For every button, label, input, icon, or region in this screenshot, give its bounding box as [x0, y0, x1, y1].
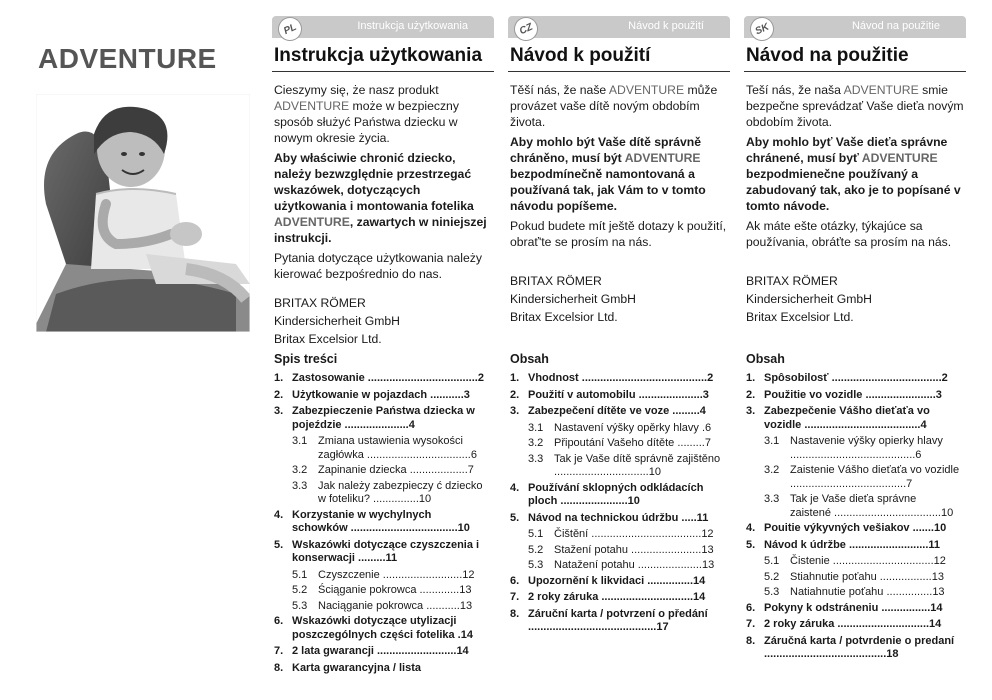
toc-text: Zabezpieczenie Państwa dziecka w pojeździe .....................4 — [292, 405, 475, 431]
toc-text: Stiahnutie poťahu .................13 — [790, 570, 944, 583]
text: , zawartych w niniejszej instrukcji. — [274, 215, 487, 245]
toc-number: 2. — [746, 388, 756, 401]
questions-text: Pytania dotyczące użytkowania należy kierować bezpośrednio do nas. — [274, 251, 482, 281]
toc-subentry — [510, 559, 724, 573]
toc-number: 1. — [274, 372, 284, 384]
text: może w bezpieczny sposób służyć Państwa dziecku w nowym okresie życia. — [274, 99, 459, 145]
toc-subentry — [274, 600, 488, 614]
toc-subentry — [746, 555, 960, 569]
lang-tab-label: Návod k použití — [628, 20, 704, 32]
toc-text: Zaistenie Vášho dieťaťa vo vozidle ......................................7 — [790, 464, 960, 490]
toc-number: 3.1 — [764, 435, 780, 447]
toc-number: 3.3 — [528, 452, 544, 465]
toc-number: 3.2 — [764, 464, 780, 476]
company-name: Kindersicherheit GmbH — [746, 292, 872, 306]
toc-subentry — [510, 422, 724, 436]
toc-entry — [510, 405, 724, 419]
lang-badge-cz: CZ — [510, 13, 542, 45]
toc-text: Tak je Vaše dítě správně zajištěno ...............................10 — [554, 452, 721, 478]
toc-text: Zmiana ustawienia wysokości zagłówka ..................................6 — [318, 435, 477, 461]
toc-text: Pokyny k odstráneniu ................14 — [764, 601, 943, 614]
toc-subentry — [274, 435, 488, 462]
toc-number: 5.2 — [292, 584, 308, 596]
toc-number: 8. — [746, 634, 756, 647]
toc-cz — [510, 352, 724, 638]
toc-number: 3. — [746, 405, 756, 417]
toc-heading: Obsah — [510, 352, 549, 366]
toc-number: 5.1 — [528, 528, 544, 540]
toc-text: Nastavenie výšky opierky hlavy .........................................6 — [790, 435, 943, 461]
toc-subentry — [746, 586, 960, 600]
toc-number: 7. — [746, 618, 756, 630]
toc-text: Jak należy zabezpieczy ć dziecko w foteliku? ...............10 — [318, 479, 483, 505]
toc-entry — [510, 608, 724, 635]
toc-number: 7. — [274, 645, 284, 657]
toc-entry — [274, 405, 488, 432]
toc-text: Korzystanie w wychylnych schowków ...................................10 — [292, 508, 470, 534]
toc-entry — [746, 602, 960, 616]
toc-subentry — [510, 437, 724, 451]
toc-number: 4. — [746, 522, 756, 534]
toc-number: 5.2 — [764, 570, 780, 583]
column-sk — [744, 16, 966, 326]
toc-number: 5.3 — [764, 586, 780, 598]
toc-text: Zastosowanie ....................................2 — [292, 372, 484, 384]
toc-number: 5.2 — [528, 543, 544, 556]
company-block — [508, 272, 730, 326]
toc-number: 6. — [510, 574, 520, 587]
toc-number: 5.1 — [292, 568, 308, 581]
toc-number: 5. — [274, 538, 284, 551]
toc-number: 5.3 — [528, 559, 544, 571]
toc-number: 4. — [510, 481, 520, 494]
toc-text: Czyszczenie ..........................12 — [318, 568, 475, 581]
toc-heading: Obsah — [746, 352, 785, 366]
toc-entry — [274, 509, 488, 536]
child-in-car-seat-photo — [36, 94, 250, 332]
text: smie bezpečne sprevádzať Vaše dieťa novým obdobím života. — [746, 83, 964, 129]
toc-text: Użytkowanie w pojazdach ...........3 — [292, 388, 470, 401]
toc-number: 3.2 — [292, 464, 308, 476]
toc-entry — [746, 635, 960, 662]
toc-number: 3. — [274, 405, 284, 417]
toc-entry — [746, 389, 960, 403]
toc-text: Návod na technickou údržbu .....11 — [528, 511, 709, 524]
company-name: BRITAX RÖMER — [746, 274, 838, 288]
company-name: Britax Excelsior Ltd. — [746, 310, 854, 324]
toc-entry — [510, 372, 724, 386]
toc-text: Používání sklopných odkládacích ploch ......................10 — [528, 481, 704, 507]
toc-subentry — [746, 493, 960, 520]
toc-text: Tak je Vaše dieťa správne zaistené ...................................10 — [790, 493, 954, 519]
toc-text: 2 lata gwarancji ..........................14 — [292, 645, 469, 657]
company-block — [272, 294, 494, 348]
toc-number: 1. — [510, 372, 520, 384]
intro-text — [272, 82, 494, 282]
toc-entry — [746, 618, 960, 632]
toc-number: 4. — [274, 508, 284, 521]
toc-text: Upozornění k likvidaci ...............14 — [528, 574, 706, 587]
column-cz — [508, 16, 730, 326]
column-pl — [272, 16, 494, 348]
company-name: Kindersicherheit GmbH — [510, 292, 636, 306]
toc-number: 8. — [510, 607, 520, 620]
toc-entry — [274, 539, 488, 566]
company-block — [744, 272, 966, 326]
toc-entry — [274, 615, 488, 642]
questions-text: Ak máte ešte otázky, týkajúce sa používania, obráťte sa prosím na nás. — [746, 219, 952, 249]
company-name: BRITAX RÖMER — [274, 296, 366, 310]
toc-subentry — [274, 584, 488, 598]
toc-text: Ściąganie pokrowca .............13 — [318, 584, 472, 596]
toc-text: Návod k údržbe ..........................11 — [764, 538, 941, 551]
text: Cieszymy się, że nasz produkt — [274, 83, 439, 97]
lang-tab-sk — [744, 16, 966, 38]
text: Teší nás, že naša — [746, 83, 844, 97]
toc-number: 3.2 — [528, 437, 544, 449]
toc-text: Připoutání Vašeho dítěte .........7 — [554, 437, 711, 449]
product-name: ADVENTURE — [843, 83, 919, 97]
toc-number: 5.3 — [292, 599, 308, 612]
text: Aby właściwie chronić dziecko, należy bezwzględnie przestrzegać wskazówek, dotyczących użytkowania i montowania fotelika — [274, 151, 474, 213]
toc-subentry — [510, 528, 724, 542]
toc-subentry — [274, 569, 488, 583]
toc-number: 6. — [274, 615, 284, 627]
brand-title: ADVENTURE — [38, 43, 217, 74]
questions-text: Pokud budete mít ještě dotazy k použití, obrať'te se prosím na nás. — [510, 219, 727, 249]
lang-tab-label: Instrukcja użytkowania — [357, 20, 468, 32]
toc-text: 2 roky záruka ..............................14 — [528, 591, 706, 603]
toc-subentry — [510, 453, 724, 480]
text: může provázet vaše dítě novým obdobím života. — [510, 83, 718, 129]
toc-pl — [274, 352, 488, 678]
toc-number: 3.1 — [528, 421, 544, 434]
toc-entry — [746, 539, 960, 553]
toc-text: Naciąganie pokrowca ...........13 — [318, 599, 473, 612]
toc-text: Nastavení výšky opěrky hlavy .6 — [554, 421, 712, 434]
toc-entry — [274, 372, 488, 386]
toc-text: Čistenie .................................12 — [790, 555, 946, 567]
text: Aby mohlo byť Vaše dieťa správne chránené, musí byť — [746, 135, 948, 165]
toc-text: Použitie vo vozidle .......................3 — [764, 388, 942, 401]
toc-number: 6. — [746, 601, 756, 614]
text: Aby mohlo být Vaše dítě správně chráněno, musí být — [510, 135, 701, 165]
product-name: ADVENTURE — [274, 215, 350, 229]
text: bezpodmínečně namontovaná a používaná tak, jak Vám to v tomto návodu popíšeme. — [510, 167, 706, 213]
section-title: Návod k použití — [508, 38, 730, 72]
toc-text: Natiahnutie poťahu ...............13 — [790, 586, 945, 598]
toc-number: 3.1 — [292, 435, 308, 447]
lang-badge-sk: SK — [746, 13, 778, 45]
toc-number: 5. — [510, 511, 520, 524]
toc-number: 2. — [510, 388, 520, 401]
toc-subentry — [746, 464, 960, 491]
product-name: ADVENTURE — [624, 151, 701, 165]
toc-entry — [746, 405, 960, 432]
toc-number: 3. — [510, 405, 520, 417]
company-name: Britax Excelsior Ltd. — [274, 332, 382, 346]
toc-entry — [510, 512, 724, 526]
toc-subentry — [746, 435, 960, 462]
toc-text: Čištění ....................................12 — [554, 528, 714, 540]
toc-entry — [274, 389, 488, 403]
toc-text: Pouitie výkyvných vešiakov .......10 — [764, 522, 947, 534]
company-name: Kindersicherheit GmbH — [274, 314, 400, 328]
section-title: Instrukcja użytkowania — [272, 38, 494, 72]
intro-text — [744, 82, 966, 250]
toc-number: 3.3 — [764, 493, 780, 505]
toc-text: Stažení potahu .......................13 — [554, 543, 714, 556]
toc-entry — [274, 645, 488, 659]
product-name: ADVENTURE — [861, 151, 938, 165]
toc-number: 3.3 — [292, 479, 308, 492]
toc-entry — [510, 575, 724, 589]
toc-subentry — [274, 464, 488, 478]
toc-subentry — [510, 544, 724, 558]
lang-tab-pl — [272, 16, 494, 38]
toc-number: 1. — [746, 372, 756, 384]
toc-text: Zabezpečení dítěte ve voze .........4 — [528, 405, 706, 417]
lang-badge-pl: PL — [274, 13, 306, 45]
toc-heading: Spis treści — [274, 352, 338, 366]
toc-number: 5.1 — [764, 555, 780, 567]
toc-text: Karta gwarancyjna / lista — [292, 661, 421, 674]
toc-subentry — [274, 480, 488, 507]
lang-tab-cz — [508, 16, 730, 38]
toc-text: 2 roky záruka ..............................14 — [764, 618, 942, 630]
section-title: Návod na použitie — [744, 38, 966, 72]
text: Těší nás, že naše — [510, 83, 609, 97]
lang-tab-label: Návod na použitie — [851, 20, 940, 32]
toc-subentry — [746, 571, 960, 585]
intro-text — [508, 82, 730, 250]
toc-number: 7. — [510, 591, 520, 603]
company-name: BRITAX RÖMER — [510, 274, 602, 288]
toc-text: Wskazówki dotyczące czyszczenia i konserwacji .........11 — [292, 538, 480, 564]
toc-text: Zapinanie dziecka ...................7 — [318, 464, 474, 476]
toc-text: Záruční karta / potvrzení o předání ..........................................17 — [528, 607, 708, 633]
toc-entry — [746, 372, 960, 386]
product-name: ADVENTURE — [608, 83, 685, 97]
toc-number: 8. — [274, 661, 284, 674]
toc-text: Záručná karta / potvrdenie o predaní ........................................18 — [764, 634, 955, 660]
toc-entry — [274, 662, 488, 676]
toc-text: Zabezpečenie Vášho dieťaťa vo vozidle ......................................4 — [764, 405, 930, 431]
toc-number: 2. — [274, 388, 284, 401]
toc-entry — [510, 482, 724, 509]
toc-entry — [510, 389, 724, 403]
toc-entry — [746, 522, 960, 536]
toc-text: Použití v automobilu .....................3 — [528, 388, 709, 401]
toc-entry — [510, 591, 724, 605]
company-name: Britax Excelsior Ltd. — [510, 310, 618, 324]
toc-text: Wskazówki dotyczące utylizacji poszczególnych części fotelika .14 — [292, 615, 473, 641]
product-name: ADVENTURE — [274, 99, 350, 113]
toc-sk — [746, 352, 960, 665]
toc-text: Natažení potahu .....................13 — [554, 559, 715, 571]
text: bezpodmienečne používaný a zabudovaný tak, ako je to popísané v tomto návode. — [746, 167, 961, 213]
toc-text: Spôsobilosť ....................................2 — [764, 372, 948, 384]
toc-text: Vhodnost .........................................2 — [528, 372, 714, 384]
toc-number: 5. — [746, 538, 756, 551]
